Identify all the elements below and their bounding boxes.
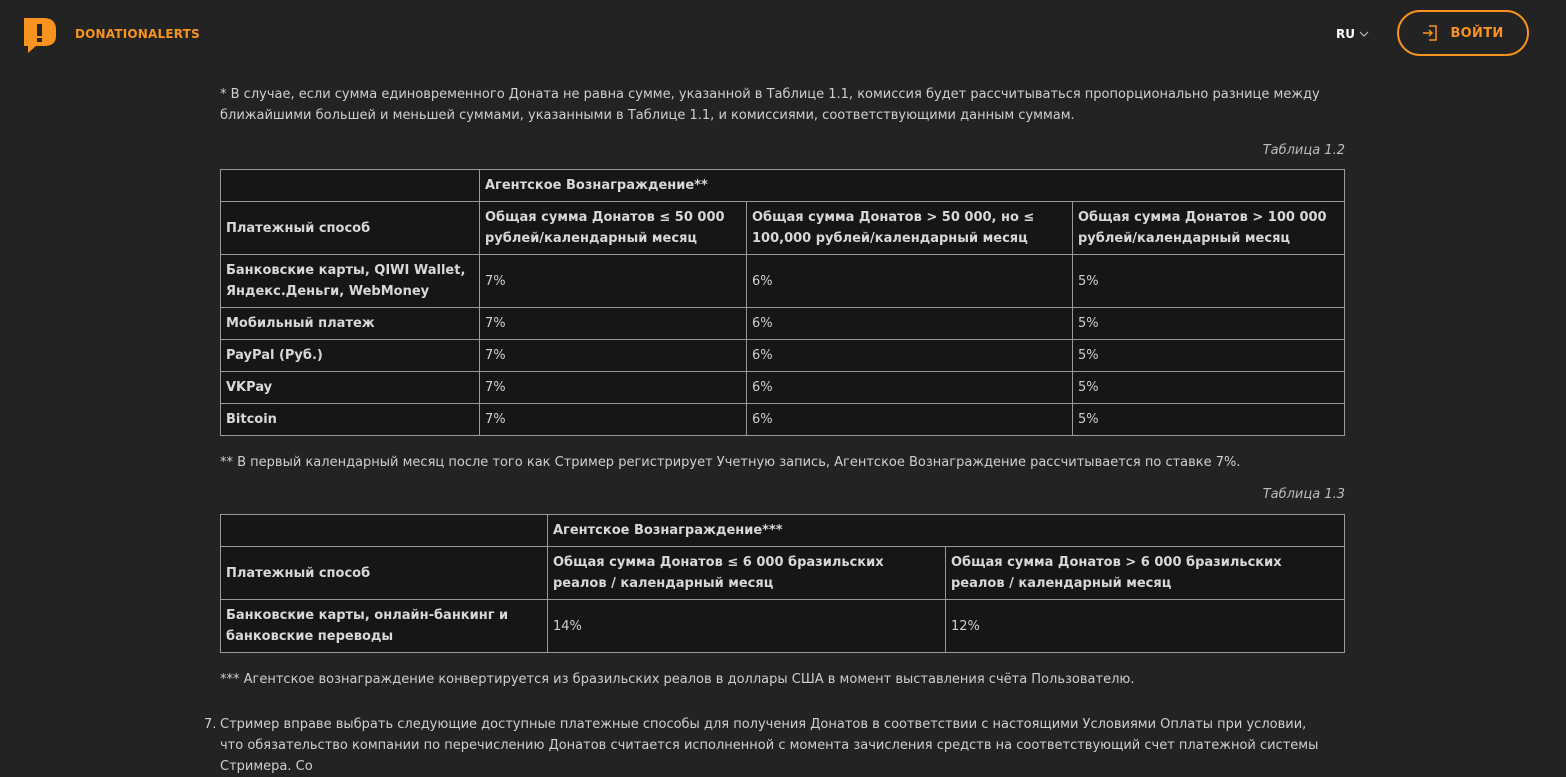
value-cell: 7% (480, 255, 747, 308)
value-cell: 6% (747, 404, 1073, 436)
table-1-2-caption: Таблица 1.2 (1262, 143, 1345, 158)
value-cell: 5% (1073, 404, 1345, 436)
value-cell: 12% (946, 600, 1345, 653)
table-row (221, 340, 1345, 372)
list-item-text: Стример вправе выбрать следующие доступные платежные способы для получения Донатов в соответствии с настоящими Условиями Оплаты при условии, что обязательство компании по перечислению Донатов считается исполненной с момента зачисления средств на соответствующий счет платежной системы Стримера. Со (220, 717, 1319, 774)
column-header: Общая сумма Донатов > 6 000 бразильских реалов / календарный месяц (946, 547, 1345, 600)
group-header: Агентское Вознаграждение*** (548, 515, 1345, 547)
method-cell: Банковские карты, онлайн-банкинг и банковские переводы (221, 600, 548, 653)
column-header: Общая сумма Донатов ≤ 6 000 бразильских реалов / календарный месяц (548, 547, 946, 600)
login-label: ВОЙТИ (1450, 25, 1504, 41)
table-1-2 (220, 169, 1345, 436)
language-label: RU (1336, 27, 1355, 41)
top-bar (0, 0, 1566, 70)
method-header: Платежный способ (221, 547, 548, 600)
value-cell: 6% (747, 308, 1073, 340)
table-row (221, 170, 1345, 202)
footnote-1: * В случае, если сумма единовременного Доната не равна сумме, указанной в Таблице 1.1, комиссия будет рассчитываться пропорционально разнице между ближайшими большей и меньшей суммами, указанными в Таблице 1.1, и комиссиями, соответствующими данным суммам. (220, 87, 1320, 123)
method-cell: Банковские карты, QIWI Wallet, Яндекс.Деньги, WebMoney (221, 255, 480, 308)
footnote-2: ** В первый календарный месяц после того как Стример регистрирует Учетную запись, Агентское Вознаграждение рассчитывается по ставке 7%. (220, 455, 1241, 470)
terms-content (220, 84, 1345, 690)
table-row (221, 547, 1345, 600)
method-cell: Bitcoin (221, 404, 480, 436)
value-cell: 7% (480, 404, 747, 436)
value-cell: 7% (480, 372, 747, 404)
method-cell: PayPal (Руб.) (221, 340, 480, 372)
value-cell: 5% (1073, 255, 1345, 308)
footnote-3: *** Агентское вознаграждение конвертируется из бразильских реалов в доллары США в момент выставления счёта Пользователю. (220, 672, 1135, 687)
table-row (221, 600, 1345, 653)
table-row (221, 308, 1345, 340)
table-row (221, 202, 1345, 255)
language-selector[interactable] (1336, 27, 1369, 41)
method-cell: Мобильный платеж (221, 308, 480, 340)
group-header: Агентское Вознаграждение** (480, 170, 1345, 202)
column-header: Общая сумма Донатов > 50 000, но ≤ 100,000 рублей/календарный месяц (747, 202, 1073, 255)
value-cell: 6% (747, 255, 1073, 308)
value-cell: 14% (548, 600, 946, 653)
donationalerts-logo-icon[interactable] (22, 16, 58, 54)
column-header: Общая сумма Донатов > 100 000 рублей/календарный месяц (1073, 202, 1345, 255)
table-row (221, 255, 1345, 308)
value-cell: 6% (747, 340, 1073, 372)
table-row (221, 515, 1345, 547)
table-1-3-caption: Таблица 1.3 (1262, 487, 1345, 502)
table-1-3 (220, 514, 1345, 653)
value-cell: 6% (747, 372, 1073, 404)
brand-name[interactable]: DONATIONALERTS (75, 27, 200, 41)
login-icon (1422, 25, 1438, 41)
method-header: Платежный способ (221, 202, 480, 255)
table-row (221, 372, 1345, 404)
column-header: Общая сумма Донатов ≤ 50 000 рублей/календарный месяц (480, 202, 747, 255)
login-button[interactable] (1397, 10, 1529, 56)
table-row (221, 404, 1345, 436)
method-cell: VKPay (221, 372, 480, 404)
value-cell: 5% (1073, 308, 1345, 340)
empty-header-cell (221, 515, 548, 547)
value-cell: 5% (1073, 340, 1345, 372)
empty-header-cell (221, 170, 480, 202)
value-cell: 7% (480, 308, 747, 340)
list-item-number: 7. (204, 717, 217, 732)
value-cell: 7% (480, 340, 747, 372)
value-cell: 5% (1073, 372, 1345, 404)
chevron-down-icon (1359, 29, 1369, 39)
